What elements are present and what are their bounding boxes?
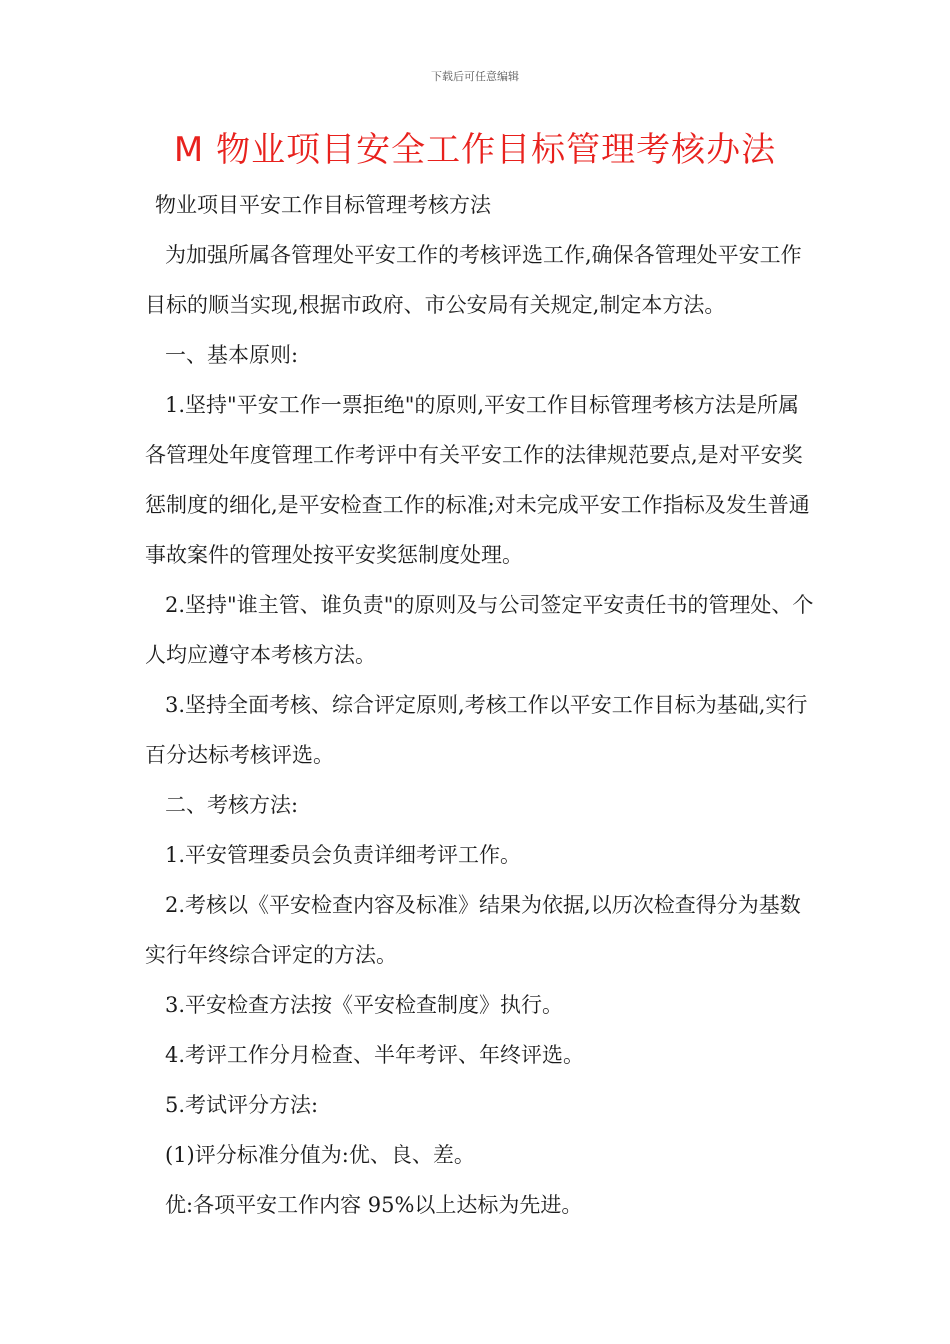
method-4-paragraph: 4.考评工作分月检查、半年考评、年终评选。 [165, 1043, 585, 1067]
document-title: M 物业项目安全工作目标管理考核办法 [173, 130, 777, 170]
principle-3-paragraph: 3.坚持全面考核、综合评定原则,考核工作以平安工作目标为基础,实行百分达标考核评选。 [145, 693, 808, 767]
header-note: 下载后可任意编辑 [431, 70, 519, 83]
principle-2-paragraph: 2.坚持"谁主管、谁负责"的原则及与公司签定平安责任书的管理处、个人均应遵守本考核方法。 [145, 593, 814, 667]
section-heading-methods: 二、考核方法: [165, 793, 299, 817]
method-2-paragraph: 2.考核以《平安检查内容及标准》结果为依据,以历次检查得分为基数实行年终综合评定的方法。 [145, 893, 801, 967]
intro-paragraph: 为加强所属各管理处平安工作的考核评选工作,确保各管理处平安工作目标的顺当实现,根据市政府、市公安局有关规定,制定本方法。 [145, 243, 802, 317]
document-body [145, 180, 815, 1230]
subtitle-paragraph: 物业项目平安工作目标管理考核方法 [155, 193, 491, 217]
scoring-standard-paragraph: (1)评分标准分值为:优、良、差。 [165, 1143, 475, 1167]
scoring-excellent-paragraph: 优:各项平安工作内容 95%以上达标为先进。 [165, 1193, 583, 1217]
method-1-paragraph: 1.平安管理委员会负责详细考评工作。 [165, 843, 522, 867]
method-3-paragraph: 3.平安检查方法按《平安检查制度》执行。 [165, 993, 564, 1017]
method-5-paragraph: 5.考试评分方法: [165, 1093, 319, 1117]
principle-1-paragraph: 1.坚持"平安工作一票拒绝"的原则,平安工作目标管理考核方法是所属各管理处年度管理工作考评中有关平安工作的法律规范要点,是对平安奖惩制度的细化,是平安检查工作的标准;对未完成平安工作指标及发生普通事故案件的管理处按平安奖惩制度处理。 [145, 393, 810, 567]
section-heading-principles: 一、基本原则: [165, 343, 299, 367]
